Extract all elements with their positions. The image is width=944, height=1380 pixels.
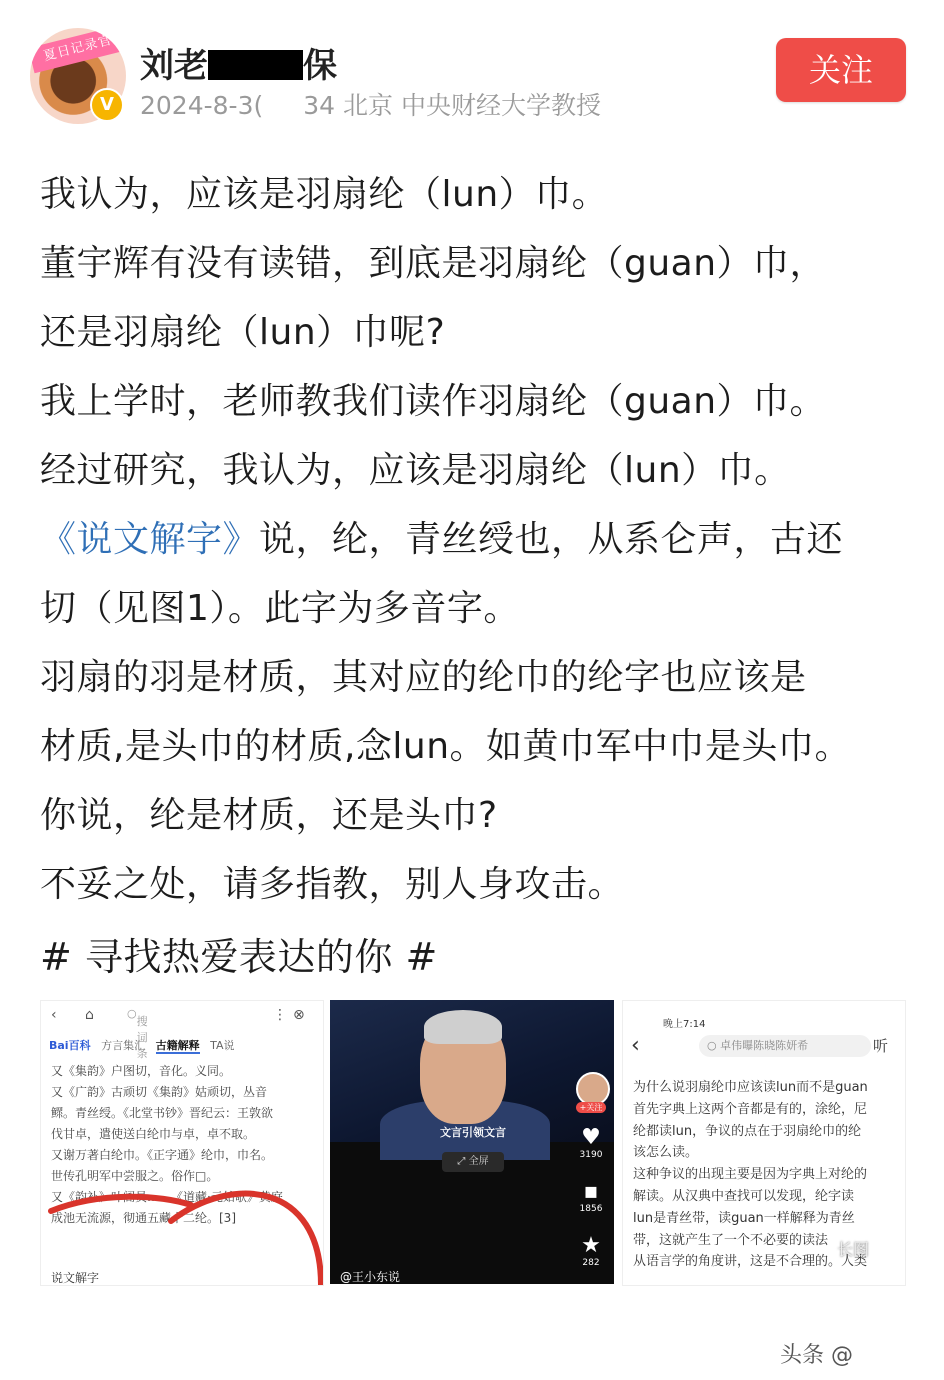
article-line: lun是青丝带，读guan一样解释为青丝 [633,1210,855,1226]
comment-stat [576,1180,606,1214]
fullscreen-label: 全屏 [468,1156,489,1167]
post-image-2[interactable] [330,1000,614,1284]
baike-search-text: 搜词条 [136,1015,148,1060]
post-meta [140,86,601,122]
back-icon: ‹ [631,1033,640,1058]
quote-rest: 说，纶，青丝绶也，从系仑声，古还 [259,519,844,560]
listen-button: 听 [873,1037,889,1055]
shuowen-link[interactable]: 《说文解字》 [40,519,260,560]
baike-line: 又谢万著白纶巾。《正字通》纶巾，巾名。 [51,1148,274,1162]
post-image-1[interactable] [40,1000,324,1286]
video-follow-tag: +关注 [576,1102,606,1113]
speaker-hair [424,1010,502,1044]
like-count: 3190 [579,1150,603,1160]
article-line: 纶都读lun，争议的点在于羽扇纶巾的纶 [633,1123,862,1139]
post-line: 切（见图1）。此字为多音字。 [40,588,520,629]
video-caption: 文言引领文言 [440,1126,506,1139]
back-icon: ‹ [51,1007,57,1023]
star-icon: ★ [581,1233,601,1258]
article-line: 这种争议的出现主要是因为字典上对纶的 [633,1167,868,1183]
like-stat [576,1126,606,1160]
post-location-bio: 34 北京 中央财经大学教授 [303,91,601,120]
baike-tab-active: 古籍解释 [155,1039,200,1052]
author-name[interactable] [140,38,337,87]
post-line: 我上学时，老师教我们读作羽扇纶（guan）巾。 [40,381,827,422]
baike-tab: 方言集汇 [101,1039,146,1052]
post-line: 我认为，应该是羽扇纶（lun）巾。 [40,174,609,215]
post-line: 还是羽扇纶（lun）巾呢? [40,312,446,353]
author-name-prefix: 刘老 [140,46,208,86]
article-line: 首先字典上这两个音都是有的，涂纶，尼 [633,1101,868,1117]
post-line: 董宇辉有没有读错，到底是羽扇纶（guan）巾， [40,243,827,284]
post-line: 羽扇的羽是材质，其对应的纶巾的纶字也应该是 [40,657,807,698]
home-icon: ⌂ [85,1007,94,1023]
heart-icon: ♥ [581,1125,601,1150]
baike-line: 又《韵补》叶阍员……《道藏·元始歌》黄庭 [51,1190,283,1204]
avatar-ribbon-text: 夏日记录官 [30,28,126,73]
baike-search: ○ 搜词条 [127,1007,148,1060]
close-icon: ⊗ [293,1007,305,1023]
comment-count: 1856 [579,1204,603,1214]
fav-count: 282 [582,1258,600,1268]
video-author-avatar [576,1072,610,1106]
post-image-3[interactable] [622,1000,906,1286]
hashtag-link[interactable]: # 寻找热爱表达的你 # [40,935,438,979]
post-line: 材质,是头巾的材质,念lun。如黄巾军中巾是头巾。 [40,726,852,767]
article-line: 带，这就产生了一个不必要的读法 [633,1232,829,1248]
author-name-suffix: 保 [303,46,337,86]
watermark: 头条 @ [780,1343,853,1368]
comment-icon: ▪ [583,1179,599,1204]
more-icon: ⋮ [273,1007,287,1023]
long-image-label: 长图 [837,1240,870,1259]
verified-badge-icon: V [90,88,124,122]
baike-line: 又《广韵》古顽切《集韵》姑顽切，丛音 [51,1085,268,1099]
baike-footer: 说文解字 [51,1271,100,1285]
fav-stat [576,1234,606,1268]
post-line-quote [40,505,920,574]
baike-tabs [49,1037,234,1053]
article-line: 解读。从汉典中查找可以发现，纶字读 [633,1188,855,1204]
article-search-text: 卓伟曝陈晓陈妍希 [720,1039,809,1052]
baike-line: 鳏。青丝绶。《北堂书钞》晋纪云：王敦欲 [51,1106,274,1120]
article-search: ○ 卓伟曝陈晓陈妍希 [699,1035,871,1057]
baike-tab: TA说 [210,1039,235,1052]
article-line: 该怎么读。 [633,1145,699,1161]
post-body [40,160,920,992]
post-header [0,0,944,140]
baike-line: 成池无流源，彻通五藏十二纶。[3] [51,1211,236,1225]
fullscreen-button: ⤢ 全屏 [442,1152,504,1172]
post-line: 你说，纶是材质，还是头巾? [40,795,498,836]
post-line: 经过研究，我认为，应该是羽扇纶（lun）巾。 [40,450,791,491]
status-time: 晚上7:14 [663,1019,706,1030]
redaction-bar [208,50,303,80]
video-frame [330,1000,614,1142]
post-date: 2024-8-3( [140,91,264,120]
article-line: 为什么说羽扇纶巾应该读lun而不是guan [633,1080,868,1095]
baike-line: 伐甘卓，遣使送白纶巾与卓，卓不取。 [51,1127,256,1141]
follow-button[interactable]: 关注 [776,38,906,102]
baike-line: 又《集韵》户图切，音化。义同。 [51,1064,232,1078]
post-line: 不妥之处，请多指教，别人身攻击。 [40,864,625,905]
baike-logo: Bai百科 [49,1039,91,1052]
baike-line: 世传孔明军中尝服之。俗作□。 [51,1169,219,1183]
article-line: 从语言学的角度讲，这是不合理的。人类 [633,1254,868,1270]
video-author: @王小东说 [340,1270,401,1284]
